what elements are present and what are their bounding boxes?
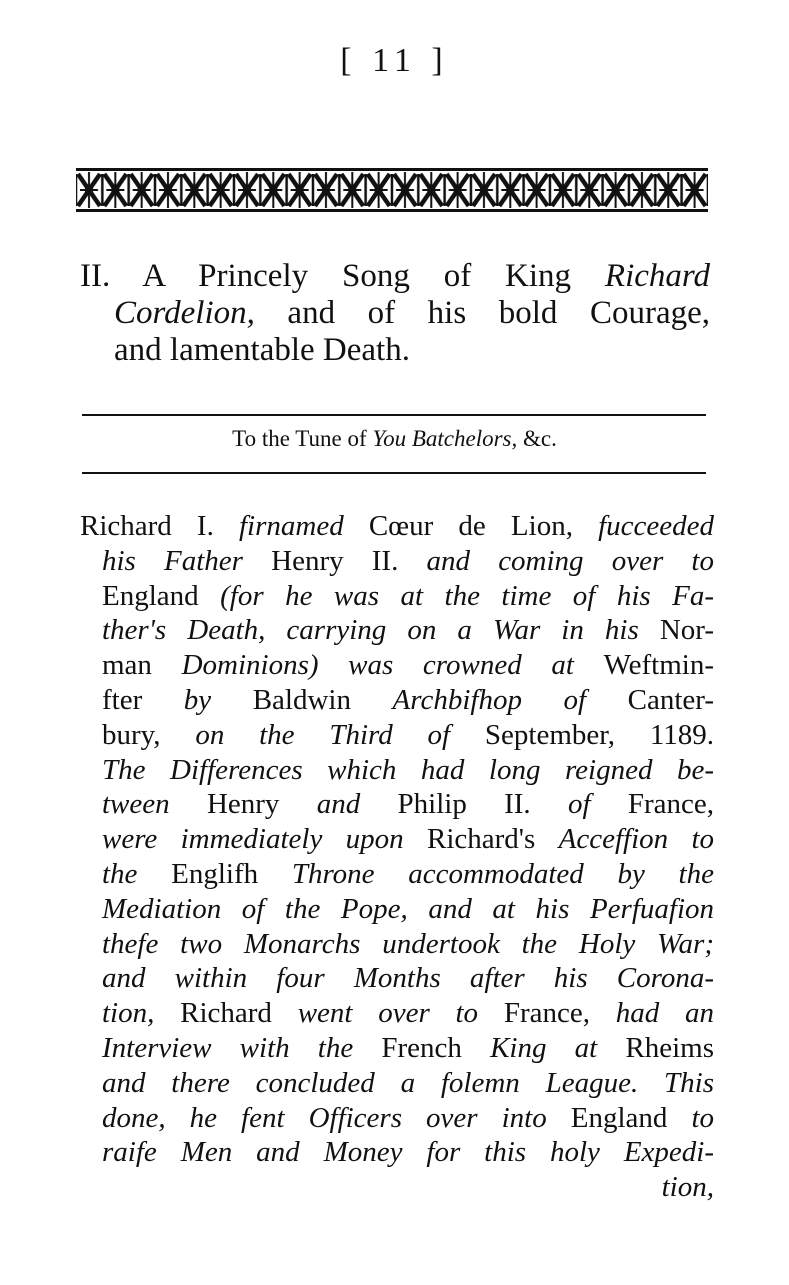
page-number: [ 11 ]	[340, 42, 449, 79]
body-line: ther's Death, carrying on a War in his Nor-	[102, 614, 714, 647]
body-line: fter by Baldwin Archbifhop of Canter-	[102, 683, 714, 716]
title-line: and lamentable Death.	[114, 332, 410, 368]
body-line: and within four Months after his Corona-	[102, 962, 714, 995]
body-line: tion,	[661, 1171, 714, 1204]
tune-line: To the Tune of You Batchelors, &c.	[232, 426, 557, 451]
body-line: The Differences which had long reigned be-	[102, 753, 714, 786]
body-line: Richard I. firnamed Cœur de Lion, fucceeded	[80, 510, 714, 542]
body-line: tion, Richard went over to France, had an	[102, 997, 715, 1030]
body-line: were immediately upon Richard's Acceffion to	[102, 823, 715, 856]
title-line: II. A Princely Song of King Richard	[80, 258, 710, 294]
body-line: and there concluded a folemn League. This	[102, 1066, 714, 1099]
title-numeral: II.	[80, 258, 111, 294]
bottom-rule	[82, 472, 706, 474]
body-line: England (for he was at the time of his Fa-	[102, 579, 714, 612]
body-line: man Dominions) was crowned at Weftmin-	[102, 649, 714, 682]
body-line: done, he fent Officers over into England to	[102, 1101, 714, 1134]
body-line: thefe two Monarchs undertook the Holy War;	[102, 927, 714, 960]
top-rule	[82, 414, 706, 416]
ornamental-border	[76, 168, 708, 212]
song-title	[80, 258, 710, 369]
body-line: bury, on the Third of September, 1189.	[102, 718, 714, 751]
body-line: the Englifh Throne accommodated by the	[102, 857, 714, 890]
body-line: tween Henry and Philip II. of France,	[102, 788, 714, 821]
body-text	[80, 509, 714, 1205]
body-line: his Father Henry II. and coming over to	[102, 544, 714, 577]
body-line: Interview with the French King at Rheims	[102, 1031, 714, 1064]
title-line: Cordelion, and of his bold Courage,	[114, 295, 710, 331]
body-line: raife Men and Money for this holy Expedi-	[102, 1136, 714, 1169]
body-line: Mediation of the Pope, and at his Perfuafion	[102, 892, 714, 925]
